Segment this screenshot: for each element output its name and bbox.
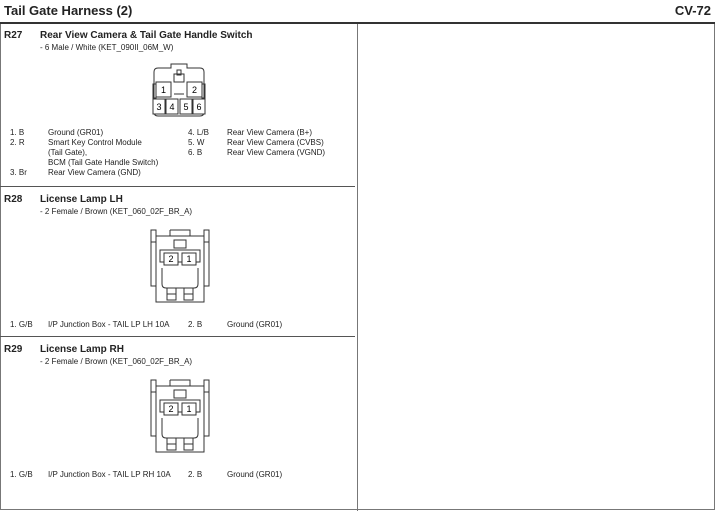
pin-number: 6. B bbox=[188, 148, 203, 157]
section-id: R28 bbox=[4, 194, 23, 205]
pin-description: BCM (Tail Gate Handle Switch) bbox=[48, 158, 159, 167]
section-name: License Lamp LH bbox=[40, 194, 123, 205]
pin-number: 1. G/B bbox=[10, 470, 33, 479]
section-r29 bbox=[0, 337, 357, 487]
pin-description: Ground (GR01) bbox=[48, 128, 104, 137]
pin-number: 1. G/B bbox=[10, 320, 33, 329]
pin-label: 6 bbox=[196, 102, 202, 112]
page-title: Tail Gate Harness (2) bbox=[4, 3, 133, 18]
pin-label: 5 bbox=[183, 102, 189, 112]
column-divider bbox=[357, 24, 358, 511]
pin-number: 2. R bbox=[10, 138, 25, 147]
pin-description: Rear View Camera (B+) bbox=[227, 128, 312, 137]
page-code: CV-72 bbox=[674, 3, 711, 18]
pin-description: I/P Junction Box - TAIL LP LH 10A bbox=[48, 320, 170, 329]
pin-label: 2 bbox=[168, 404, 174, 414]
section-name: Rear View Camera & Tail Gate Handle Switch bbox=[40, 30, 253, 41]
section-id: R27 bbox=[4, 30, 23, 41]
pin-description: Smart Key Control Module bbox=[48, 138, 142, 147]
pin-label: 2 bbox=[191, 85, 198, 95]
pin-number: 2. B bbox=[188, 470, 203, 479]
pin-number: 4. L/B bbox=[188, 128, 209, 137]
pin-description: I/P Junction Box - TAIL LP RH 10A bbox=[48, 470, 171, 479]
pin-label: 3 bbox=[156, 102, 162, 112]
section-r27 bbox=[0, 24, 357, 186]
pin-description: Ground (GR01) bbox=[227, 470, 283, 479]
pin-label: 2 bbox=[168, 254, 174, 264]
pin-number: 3. Br bbox=[10, 168, 27, 177]
pin-label: 4 bbox=[169, 102, 175, 112]
pin-description: Rear View Camera (CVBS) bbox=[227, 138, 324, 147]
pin-number: 1. B bbox=[10, 128, 25, 137]
pin-number: 2. B bbox=[188, 320, 203, 329]
pin-label: 1 bbox=[186, 404, 192, 414]
connector-6pin-diagram bbox=[148, 62, 210, 120]
connector-spec: - 2 Female / Brown (KET_060_02F_BR_A) bbox=[40, 357, 193, 366]
section-name: License Lamp RH bbox=[40, 344, 124, 355]
connector-2pin-diagram bbox=[148, 378, 212, 456]
pin-number: 5. W bbox=[188, 138, 205, 147]
section-id: R29 bbox=[4, 344, 23, 355]
section-r28 bbox=[0, 187, 357, 335]
pin-description: Rear View Camera (GND) bbox=[48, 168, 141, 177]
pin-description: Rear View Camera (VGND) bbox=[227, 148, 326, 157]
pin-description: (Tail Gate), bbox=[48, 148, 88, 157]
page-header bbox=[0, 0, 715, 24]
pin-label: 1 bbox=[186, 254, 192, 264]
pin-label: 1 bbox=[160, 85, 167, 95]
connector-spec: - 6 Male / White (KET_090II_06M_W) bbox=[40, 43, 174, 52]
pin-description: Ground (GR01) bbox=[227, 320, 283, 329]
connector-2pin-diagram bbox=[148, 228, 212, 306]
connector-spec: - 2 Female / Brown (KET_060_02F_BR_A) bbox=[40, 207, 193, 216]
